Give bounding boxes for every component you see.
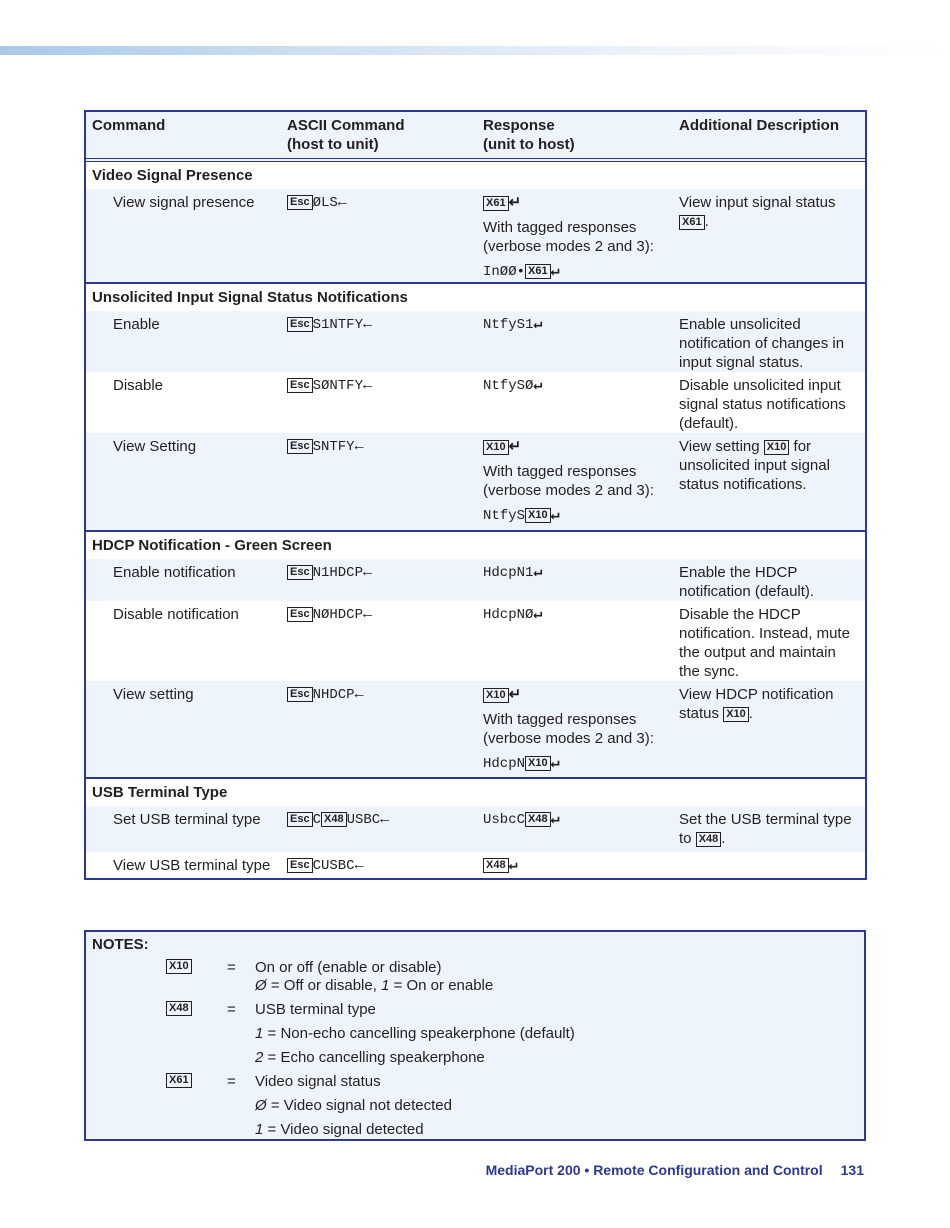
var-box: X10 bbox=[166, 959, 192, 974]
header-ascii: ASCII Command (host to unit) bbox=[287, 117, 405, 153]
var-box: X10 bbox=[483, 440, 509, 455]
esc-key: Esc bbox=[287, 687, 313, 702]
var-box: X10 bbox=[764, 440, 790, 455]
notes-title: NOTES: bbox=[92, 936, 149, 953]
response-cell: NtfyS1↵ bbox=[483, 316, 543, 333]
left-arrow-icon: ← bbox=[363, 606, 373, 623]
left-arrow-icon: ← bbox=[380, 811, 390, 828]
header-description: Additional Description bbox=[679, 117, 840, 134]
table-row bbox=[86, 852, 865, 878]
command-cell: View USB terminal type bbox=[113, 857, 271, 874]
esc-key: Esc bbox=[287, 195, 313, 210]
command-cell: Disable notification bbox=[113, 606, 239, 623]
return-icon: ↵ bbox=[508, 686, 522, 703]
header-command: Command bbox=[92, 117, 166, 134]
table-row bbox=[86, 806, 865, 852]
ascii-cell: Esc ØLS← bbox=[281, 189, 477, 282]
esc-key: Esc bbox=[287, 812, 313, 827]
esc-key: Esc bbox=[287, 565, 313, 580]
table-row bbox=[86, 681, 865, 777]
page-footer bbox=[486, 1162, 864, 1178]
notes-box: NOTES: X10 = On or off (enable or disable) Ø = Off or disable, 1 = On or enable X48 = USB terminal type 1 = Non-echo cancelling speakerphone (default) 2 = Echo cancelling speakerphone X61 = Video signal status Ø = Video signal not detected 1 = Video signal detected bbox=[84, 930, 866, 1141]
command-table bbox=[84, 110, 867, 880]
table-row bbox=[86, 601, 865, 681]
response-cell: X10 ↵ With tagged responses (verbose modes 2 and 3): HdcpN X10 ↵ bbox=[483, 686, 654, 772]
var-box: X48 bbox=[166, 1001, 192, 1016]
ascii-cell: Esc SØNTFY← bbox=[281, 372, 477, 433]
ascii-cell: Esc N1HDCP← bbox=[281, 559, 477, 601]
var-box: X10 bbox=[525, 508, 551, 523]
table-header bbox=[86, 112, 865, 162]
response-cell: HdcpN1↵ bbox=[483, 564, 543, 581]
command-cell: View Setting bbox=[113, 438, 197, 455]
response-cell bbox=[477, 852, 673, 878]
command-cell: Enable notification bbox=[113, 564, 236, 581]
description-cell: View input signal status X61 . bbox=[679, 194, 836, 230]
return-icon: ↵ bbox=[508, 194, 522, 211]
return-icon: ↵ bbox=[550, 811, 560, 828]
left-arrow-icon: ← bbox=[354, 438, 364, 455]
table-row bbox=[86, 311, 865, 372]
command-cell: Enable bbox=[113, 316, 160, 333]
description-cell: Set the USB terminal type to X48 . bbox=[679, 811, 852, 847]
response-cell: NtfySØ↵ bbox=[483, 377, 543, 394]
return-icon: ↵ bbox=[533, 377, 543, 394]
ascii-cell: Esc C X48 USBC← bbox=[281, 806, 477, 852]
section-usb: USB Terminal Type bbox=[86, 777, 865, 806]
response-cell: UsbcC X48 ↵ bbox=[483, 811, 560, 828]
esc-key: Esc bbox=[287, 858, 313, 873]
command-cell: Set USB terminal type bbox=[113, 811, 261, 828]
return-icon: ↵ bbox=[533, 316, 543, 333]
command-cell: Disable bbox=[113, 377, 164, 394]
left-arrow-icon: ← bbox=[363, 377, 373, 394]
return-icon: ↵ bbox=[508, 857, 518, 874]
header-response: Response (unit to host) bbox=[483, 117, 575, 153]
var-box: X10 bbox=[525, 756, 551, 771]
response-cell: X10 ↵ With tagged responses (verbose modes 2 and 3): NtfyS X10 ↵ bbox=[483, 438, 654, 524]
esc-key: Esc bbox=[287, 317, 313, 332]
var-box: X61 bbox=[483, 196, 509, 211]
return-icon: ↵ bbox=[533, 564, 543, 581]
table-row bbox=[86, 433, 865, 530]
var-box: X61 bbox=[525, 264, 551, 279]
description-cell: View HDCP notification status X10 . bbox=[679, 686, 834, 722]
return-icon: ↵ bbox=[508, 438, 522, 455]
var-box: X48 bbox=[483, 858, 509, 873]
ascii-cell: Esc S1NTFY← bbox=[281, 311, 477, 372]
page-number: 131 bbox=[840, 1162, 864, 1178]
return-icon: ↵ bbox=[550, 263, 560, 280]
command-cell: View setting bbox=[113, 686, 194, 703]
response-cell: X61 ↵ With tagged responses (verbose modes 2 and 3): InØØ• X61 ↵ bbox=[483, 194, 654, 280]
section-hdcp: HDCP Notification - Green Screen bbox=[86, 530, 865, 559]
description-cell: Enable the HDCP notification (default). bbox=[679, 564, 815, 600]
footer-title: MediaPort 200 • Remote Configuration and Control bbox=[485, 1162, 823, 1178]
var-box: X61 bbox=[679, 215, 705, 230]
left-arrow-icon: ← bbox=[363, 316, 373, 333]
left-arrow-icon: ← bbox=[337, 194, 347, 211]
ascii-cell: Esc CUSBC← bbox=[281, 852, 477, 878]
var-box: X48 bbox=[525, 812, 551, 827]
var-box: X48 bbox=[696, 832, 722, 847]
var-box: X61 bbox=[166, 1073, 192, 1088]
header-gradient-bar bbox=[0, 46, 950, 55]
return-icon: ↵ bbox=[533, 606, 543, 623]
table-row bbox=[86, 559, 865, 601]
left-arrow-icon: ← bbox=[354, 857, 364, 874]
description-cell: Disable the HDCP notification. Instead, mute the output and maintain the sync. bbox=[679, 606, 850, 680]
esc-key: Esc bbox=[287, 607, 313, 622]
left-arrow-icon: ← bbox=[354, 686, 364, 703]
var-box: X10 bbox=[483, 688, 509, 703]
esc-key: Esc bbox=[287, 439, 313, 454]
var-box: X48 bbox=[321, 812, 347, 827]
return-icon: ↵ bbox=[550, 507, 560, 524]
esc-key: Esc bbox=[287, 378, 313, 393]
description-cell: Disable unsolicited input signal status notifications (default). bbox=[679, 377, 846, 432]
command-cell: View signal presence bbox=[113, 194, 255, 211]
left-arrow-icon: ← bbox=[363, 564, 373, 581]
table-row bbox=[86, 372, 865, 433]
return-icon: ↵ bbox=[550, 755, 560, 772]
response-cell: HdcpNØ↵ bbox=[483, 606, 543, 623]
ascii-cell: Esc SNTFY← bbox=[281, 433, 477, 530]
description-cell: View setting X10 for unsolicited input signal status notifications. bbox=[679, 438, 830, 493]
ascii-cell: Esc NØHDCP← bbox=[281, 601, 477, 681]
ascii-cell: Esc NHDCP← bbox=[281, 681, 477, 777]
bullet-icon: • bbox=[516, 264, 526, 280]
section-unsolicited: Unsolicited Input Signal Status Notifications bbox=[86, 282, 865, 311]
description-cell bbox=[673, 852, 865, 878]
var-box: X10 bbox=[723, 707, 749, 722]
description-cell: Enable unsolicited notification of changes in input signal status. bbox=[679, 316, 845, 371]
table-row bbox=[86, 189, 865, 282]
section-video-signal: Video Signal Presence bbox=[86, 162, 865, 189]
